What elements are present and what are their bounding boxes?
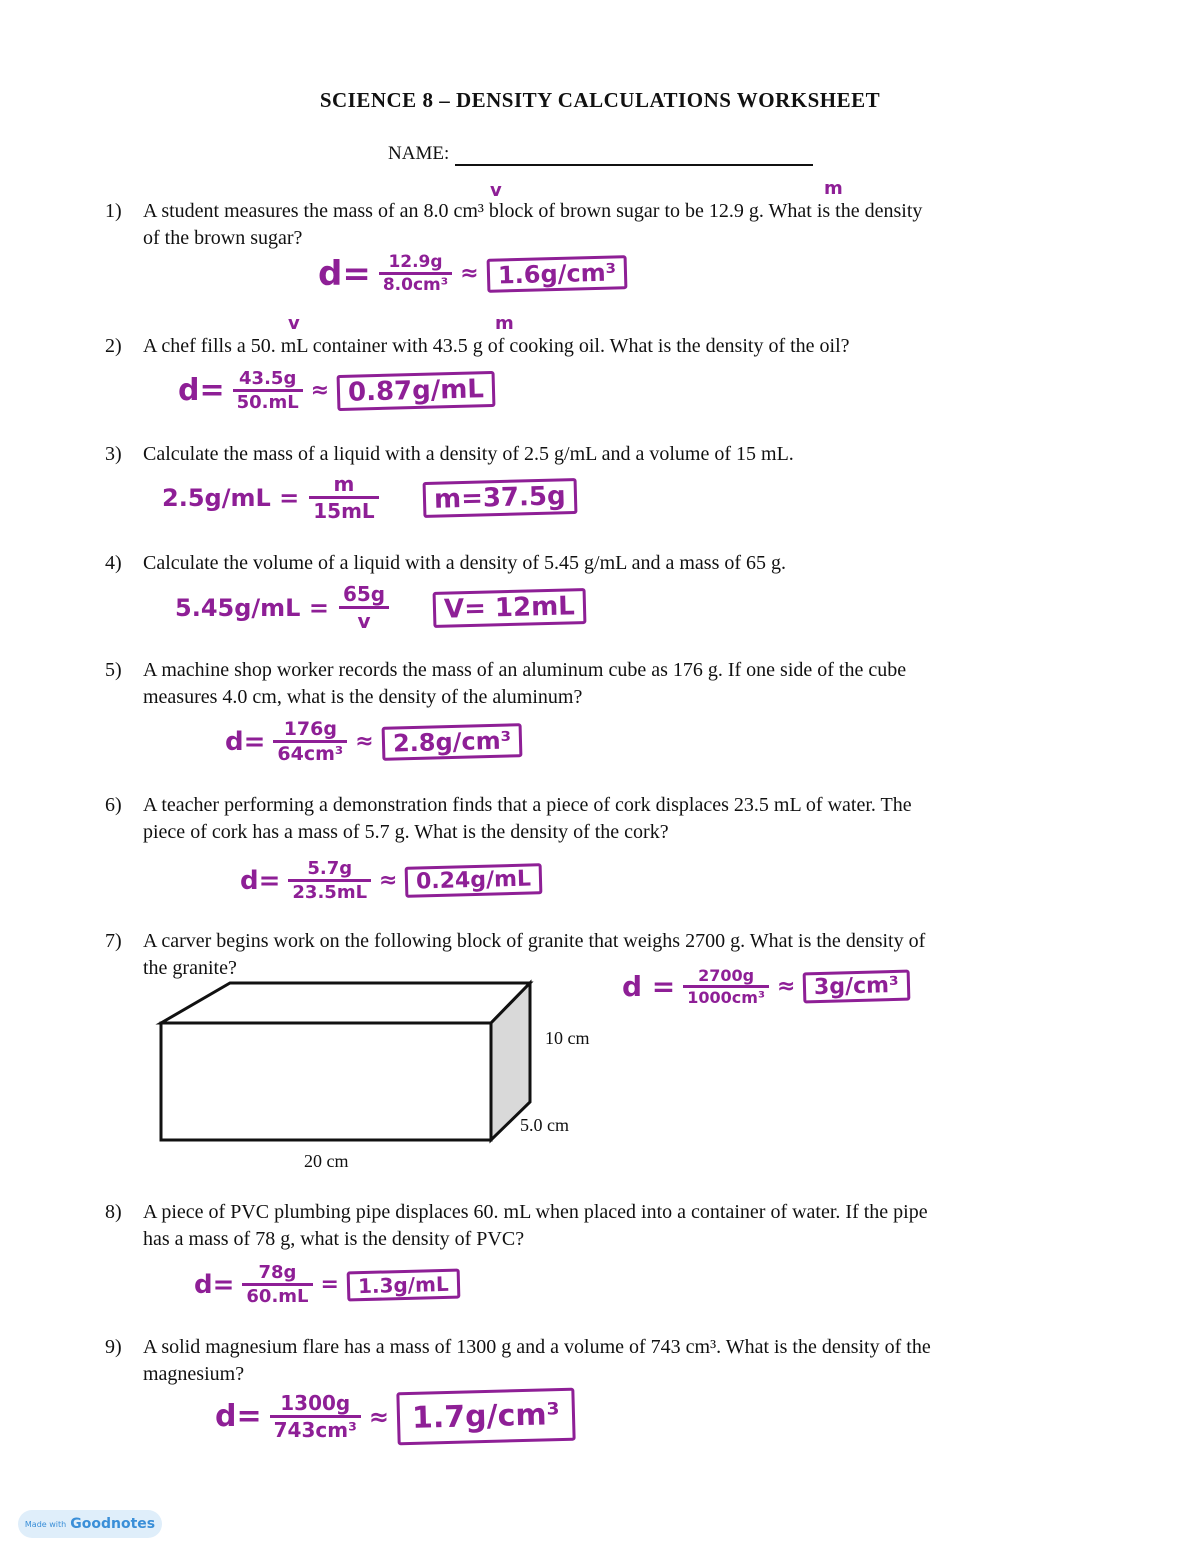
answer-box: 2.8g/cm³ [381, 723, 522, 761]
answer-fraction: $\frac{2700g}{\text{1000cm³}}$ [683, 966, 769, 1007]
block-front-face [161, 1023, 491, 1140]
mass-mark: m [824, 178, 843, 199]
question-number: 4) [105, 552, 122, 574]
question-text: A chef fills a 50. mL container with 43.5 g of cooking oil. What is the density of the oil? [143, 335, 850, 357]
question-number: 9) [105, 1336, 122, 1358]
answer-9: d= $\frac{1300g}{\text{743cm³}}$ ≈ 1.7g/cm³ [215, 1390, 575, 1443]
height-label: 10 cm [545, 1028, 590, 1048]
question-number: 3) [105, 443, 122, 465]
answer-7: d = $\frac{2700g}{\text{1000cm³}}$ ≈ 3g/cm³ [622, 966, 910, 1007]
volume-mark: v [490, 180, 502, 201]
answer-box: 0.87g/mL [337, 370, 496, 410]
question-text: A teacher performing a demonstration finds that a piece of cork displaces 23.5 mL of water. The piece of cork has a mass of 5.7 g. What is the density of the cork? [143, 794, 912, 843]
answer-box: m=37.5g [422, 477, 577, 517]
question-text: A piece of PVC plumbing pipe displaces 60. mL when placed into a container of water. If the pipe has a mass of 78 g, what is the density of PVC? [143, 1201, 928, 1250]
answer-6: d= $\frac{5.7g}{23.5mL}$ ≈ 0.24g/mL [240, 858, 543, 903]
answer-fraction: $\frac{1300g}{\text{743cm³}}$ [270, 1391, 361, 1442]
name-line [455, 164, 813, 166]
question-text: A student measures the mass of an 8.0 cm³ block of brown sugar to be 12.9 g. What is the density of the brown sugar? [143, 200, 923, 249]
answer-box: V= 12mL [433, 588, 587, 628]
volume-mark: v [288, 313, 300, 334]
answer-8: d= $\frac{78g}{60.mL}$ = 1.3g/mL [194, 1262, 460, 1307]
answer-box: 0.24g/mL [405, 863, 543, 898]
question-text: Calculate the volume of a liquid with a density of 5.45 g/mL and a mass of 65 g. [143, 552, 787, 574]
question-number: 2) [105, 335, 122, 357]
answer-3: 2.5g/mL = $\frac{m}{15mL}$ m=37.5g [162, 472, 576, 523]
answer-4: 5.45g/mL = $\frac{65g}{v}$ V= 12mL [175, 582, 586, 633]
answer-box: 1.7g/cm³ [396, 1388, 575, 1446]
worksheet-title: SCIENCE 8 – DENSITY CALCULATIONS WORKSHEET [319, 88, 881, 112]
granite-block-figure [150, 975, 540, 1150]
answer-1: d= $\frac{12.9g}{\text{8.0cm³}}$ ≈ 1.6g/cm³ [318, 252, 627, 295]
answer-box: 3g/cm³ [803, 970, 910, 1004]
answer-box: 1.6g/cm³ [486, 255, 627, 293]
question-number: 1) [105, 200, 122, 222]
answer-fraction: $\frac{43.5g}{50.mL}$ [233, 368, 303, 413]
answer-fraction: $\frac{12.9g}{\text{8.0cm³}}$ [379, 252, 452, 295]
answer-fraction: $\frac{65g}{v}$ [339, 582, 389, 633]
answer-2: d= $\frac{43.5g}{50.mL}$ ≈ 0.87g/mL [178, 368, 495, 413]
answer-box: 1.3g/mL [347, 1268, 460, 1301]
question-number: 8) [105, 1201, 122, 1223]
answer-5: d= $\frac{176g}{\text{64cm³}}$ ≈ 2.8g/cm³ [225, 718, 522, 765]
answer-fraction: $\frac{78g}{60.mL}$ [242, 1262, 312, 1307]
answer-fraction: $\frac{5.7g}{23.5mL}$ [288, 858, 371, 903]
question-text: A machine shop worker records the mass of an aluminum cube as 176 g. If one side of the cube measures 4.0 cm, what is the density of the aluminum? [143, 659, 907, 708]
question-number: 6) [105, 794, 122, 816]
answer-fraction: $\frac{176g}{\text{64cm³}}$ [273, 718, 347, 765]
goodnotes-badge: Made with Goodnotes [18, 1510, 162, 1538]
question-text: Calculate the mass of a liquid with a density of 2.5 g/mL and a volume of 15 mL. [143, 443, 794, 465]
question-text: A carver begins work on the following block of granite that weighs 2700 g. What is the density of the granite? [143, 930, 926, 979]
block-top-face [161, 983, 530, 1023]
mass-mark: m [495, 313, 514, 334]
answer-fraction: $\frac{m}{15mL}$ [309, 472, 378, 523]
depth-label: 5.0 cm [520, 1115, 569, 1135]
width-label: 20 cm [304, 1151, 349, 1171]
name-label: NAME: [388, 143, 450, 164]
question-number: 5) [105, 659, 122, 681]
question-text: A solid magnesium flare has a mass of 1300 g and a volume of 743 cm³. What is the density of the magnesium? [143, 1336, 931, 1385]
question-number: 7) [105, 930, 122, 952]
